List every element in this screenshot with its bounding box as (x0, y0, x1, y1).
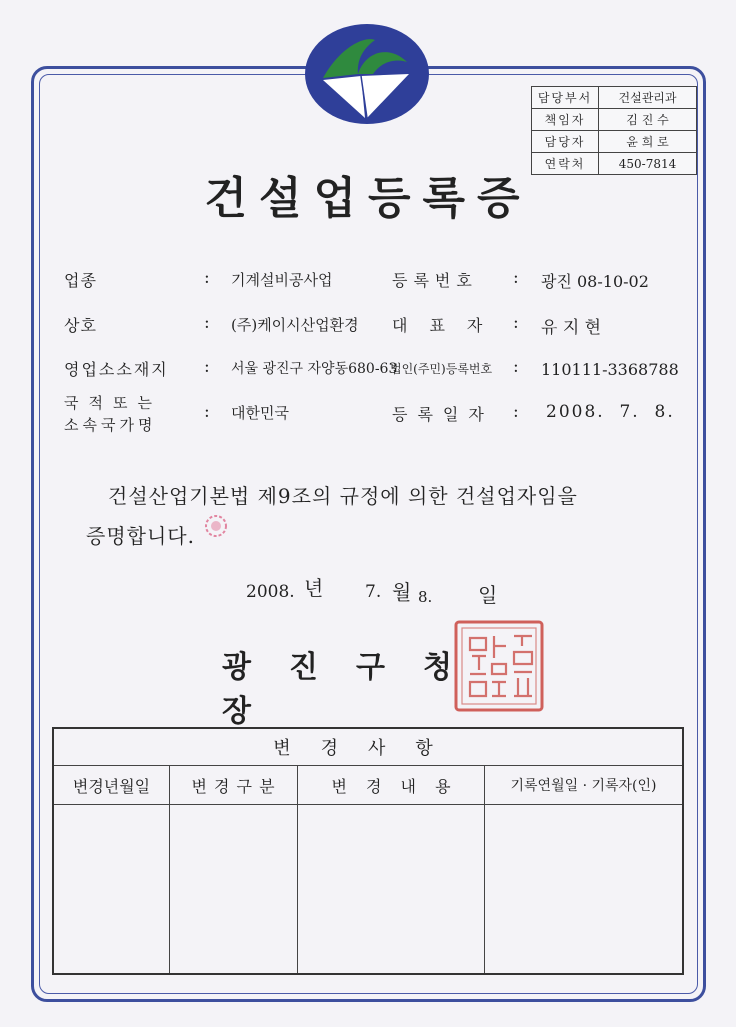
change-history-table (52, 727, 684, 975)
business-address-value: 서울 광진구 자양동680-63 (231, 361, 398, 377)
representative-value: 유 지 현 (541, 318, 602, 338)
corp-no-value: 110111-3368788 (541, 360, 679, 379)
business-type-label (64, 268, 192, 291)
colon: : (513, 313, 519, 333)
business-type-value: 기계설비공사업 (231, 271, 333, 289)
approval-label: 담당자 (532, 131, 599, 153)
column-header-change-content: 변 경 내 용 (298, 766, 485, 805)
column-header-change-type: 변 경 구 분 (170, 766, 298, 805)
issue-year: 2008. (246, 582, 295, 602)
trade-name-value: (주)케이시산업환경 (231, 316, 359, 334)
nationality-value: 대한민국 (231, 404, 289, 422)
registration-no-label: 등록번호 (392, 271, 478, 290)
colon: : (204, 313, 210, 333)
colon: : (513, 268, 519, 288)
change-table-heading: 변경사항 (53, 728, 683, 766)
approval-value: 윤 희 로 (599, 131, 697, 153)
approval-row (532, 87, 697, 109)
corp-no-label: 법인(주민)등록번호 (390, 362, 493, 376)
colon: : (204, 268, 210, 288)
column-header-record-info: 기록연월일 · 기록자(인) (485, 766, 684, 805)
statement-line-2: 증명합니다. (86, 524, 195, 548)
issue-day: 8. (418, 588, 433, 606)
issue-day-unit: 일 (478, 583, 498, 607)
registration-date-value: 2008. 7. 8. (546, 402, 675, 422)
official-seal-stamp (452, 618, 546, 714)
change-table-cell (170, 805, 298, 975)
business-address-label: 영업소소재지 (64, 360, 169, 379)
issue-year-unit: 년 (304, 576, 324, 600)
issue-month: 7. (365, 582, 382, 602)
change-table-cell (485, 805, 684, 975)
trade-name-label-text: 상호 (64, 316, 97, 335)
change-table-row (53, 805, 683, 975)
colon: : (204, 357, 210, 377)
representative-label: 대표자 (392, 316, 505, 335)
approval-row (532, 109, 697, 131)
issuer-text: 광진구청장 (222, 650, 490, 729)
approval-label: 책임자 (532, 109, 599, 131)
change-table-heading-row (53, 728, 683, 766)
gwangjin-emblem-logo (303, 22, 431, 126)
approval-value: 김 진 수 (599, 109, 697, 131)
document-title: 건설업등록증 (204, 173, 532, 224)
change-table-cell (53, 805, 170, 975)
colon: : (513, 357, 519, 377)
certification-statement (86, 476, 676, 556)
trade-name-label (64, 313, 192, 336)
registration-date-label: 등록일자 (392, 405, 494, 424)
approval-label: 연락처 (532, 153, 599, 175)
change-table-cell (298, 805, 485, 975)
approval-label: 담당부서 (532, 87, 599, 109)
approval-value: 건설관리과 (599, 87, 697, 109)
nationality-label-line1: 국적또는 (64, 394, 162, 412)
colon: : (204, 402, 210, 422)
colon: : (513, 402, 519, 422)
business-type-label-text: 업종 (64, 271, 97, 290)
approval-value: 450-7814 (599, 153, 697, 175)
small-seal-stamp (203, 513, 229, 539)
approval-row (532, 131, 697, 153)
registration-no-value: 광진 08-10-02 (541, 272, 649, 291)
column-header-change-date: 변경년월일 (53, 766, 170, 805)
statement-line-1: 건설산업기본법 제9조의 규정에 의한 건설업자임을 (108, 484, 578, 508)
issue-month-unit: 월 (392, 580, 412, 604)
change-table-column-headers (53, 766, 683, 805)
nationality-label-line2: 소속국가명 (64, 416, 157, 434)
